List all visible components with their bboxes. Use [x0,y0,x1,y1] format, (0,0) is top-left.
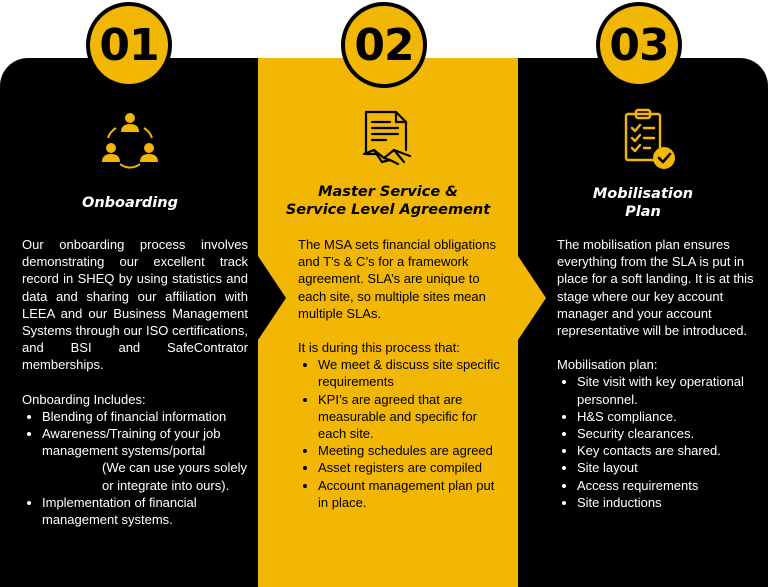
list-item: • Site layout [577,459,759,476]
list-item: • Meeting schedules are agreed [318,442,508,459]
list-heading: It is during this process that: [298,340,460,356]
step-body [298,236,508,511]
step-title-line: Mobilisation [592,186,694,202]
step-body [557,236,759,511]
step-title [543,185,743,221]
list-item: • KPI’s are agreed that are measurable and specific for each site. [318,391,508,443]
checklist-clipboard-icon [622,108,678,172]
list-item: • Security clearances. [577,425,759,442]
step-intro: The mobilisation plan ensures everything from the SLA is put in place for a soft landing. It is at this stage where our key account manager and your account representative will be introduced. [557,237,754,339]
step-intro: Our onboarding process involves demonstrating our excellent track record in SHEQ by using statistics and data and sharing our affiliation with LEEA and our Business Management Systems through our ISO certifications, and BSI and SafeContrator memberships. [22,237,248,373]
step-list [22,408,248,528]
list-item: • We meet & discuss site specific requirements [318,356,508,390]
list-item: • Access requirements [577,477,759,494]
step-title: Onboarding [82,195,178,211]
list-item: • Implementation of financial management systems. [42,494,248,528]
step-number-badge: 03 [596,2,682,88]
contract-handshake-icon [360,110,414,170]
list-item: • Site inductions [577,494,759,511]
list-item: • H&S compliance. [577,408,759,425]
step-body [22,236,248,528]
list-item-text: Awareness/Training of your job management systems/portal [42,426,221,459]
step-title-line: Master Service & [318,184,458,200]
step-title-line: Plan [625,204,661,220]
step-number-badge: 01 [86,2,172,88]
list-item [42,425,248,494]
list-item: • Site visit with key operational personnel. [577,373,759,407]
list-heading: Onboarding Includes: [22,391,146,407]
step-title [262,183,514,219]
step-list [298,356,508,511]
step-intro: The MSA sets financial obligations and T’s & C’s for a framework agreement. SLA’s are unique to each site, so multiple sites mean multiple SLAs. [298,237,496,321]
list-item: • Asset registers are compiled [318,459,508,476]
list-item: • Key contacts are shared. [577,442,759,459]
list-item: • Blending of financial information [42,408,248,425]
step-title-line: Service Level Agreement [285,202,491,218]
list-item: • Account management plan put in place. [318,477,508,511]
step-list [557,373,759,511]
team-cycle-icon [102,110,158,170]
list-heading: Mobilisation plan: [557,357,658,373]
list-item-note: (We can use yours solely or integrate into ours). [102,460,247,493]
step-number-badge: 02 [341,2,427,88]
